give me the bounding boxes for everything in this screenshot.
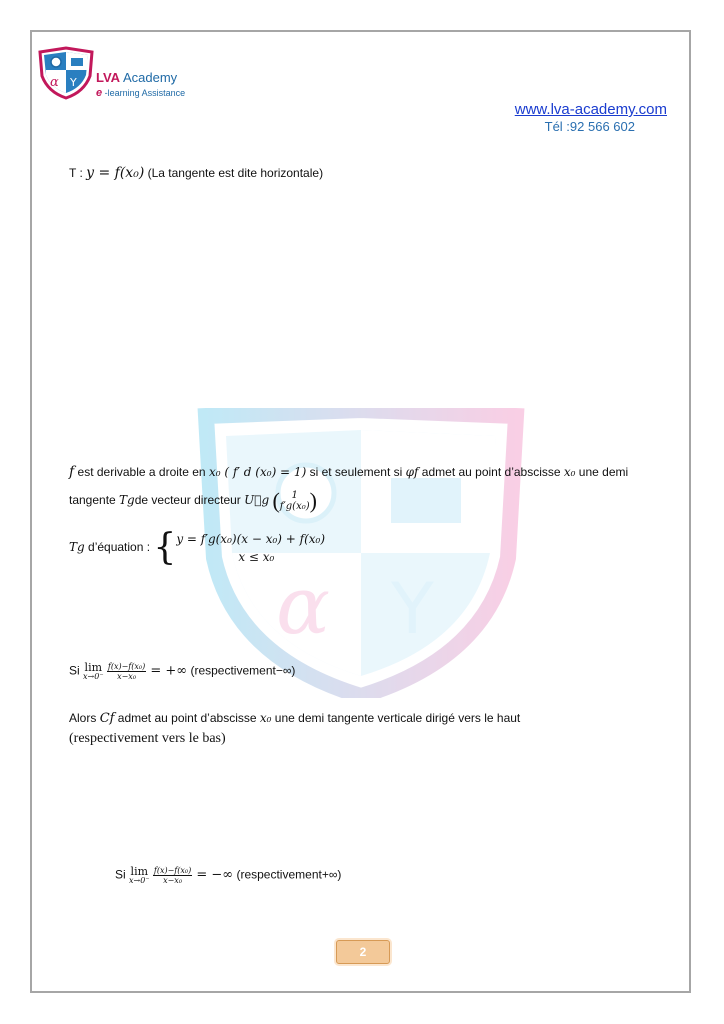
brand-subtitle (96, 87, 185, 99)
limit-2-rhs: = −∞ (192, 867, 234, 883)
f-symbol: f (69, 464, 75, 480)
limit-1-note: (respectivement−∞) (187, 663, 296, 678)
limit-2-fraction (153, 866, 192, 885)
limit-1-si: Si (69, 663, 84, 678)
derivable-text-1: est derivable a droite en (74, 465, 209, 479)
equation-line-1: y = f′g(x₀)(x − x₀) + f(x₀) (176, 532, 326, 546)
website-link[interactable]: www.lva-academy.com (514, 101, 667, 118)
Tg-symbol: Tg (119, 493, 135, 508)
equation-label: d’équation : (84, 540, 154, 555)
conclusion-text-1: Alors (69, 711, 100, 725)
Tg-symbol-eq: Tg (69, 540, 85, 555)
brand-name-bold: LVA (96, 70, 121, 85)
limit-1-line (69, 662, 295, 681)
svg-text:Y: Y (70, 76, 77, 89)
svg-text:α: α (50, 75, 59, 90)
equation-line: Tg d’équation : { y = f′g(x₀)(x − x₀) + f(x₀) x ≤ x₀ (69, 527, 326, 568)
tangent-note: (La tangente est dite horizontale) (144, 166, 324, 180)
Ug-vector-symbol: U⃗g (244, 493, 270, 508)
conclusion-text-3: une demi tangente verticale dirigé vers le haut (271, 711, 521, 725)
limit-2-note: (respectivement+∞) (233, 867, 342, 882)
limit-1-fraction (107, 662, 146, 681)
limit-2-denominator: x−x₀ (163, 876, 183, 885)
limit-2-operator (129, 866, 150, 885)
limit-1-numerator: f(x)−f(x₀) (107, 662, 146, 671)
derivable-right-line (69, 464, 628, 480)
brand-sub-e: e (96, 87, 103, 99)
derivable-text-3: admet au point d’abscisse (418, 465, 564, 479)
brand-block (96, 70, 185, 99)
limit-1-lim: lim (84, 661, 103, 674)
equation-line-2: x ≤ x₀ (238, 550, 275, 564)
phone-number: Tél :92 566 602 (544, 119, 635, 134)
academy-logo-icon (36, 46, 96, 100)
brand-name (96, 70, 185, 85)
limit-2-numerator: f(x)−f(x₀) (153, 866, 192, 875)
x0-symbol-b: x₀ (563, 465, 576, 479)
tangent-vector-text-1: tangente (69, 493, 120, 508)
limit-2-lim: lim (130, 865, 149, 878)
conclusion-line-2: (respectivement vers le bas) (69, 731, 226, 746)
x0-symbol-conclusion: x₀ (259, 711, 272, 725)
svg-text:Y: Y (391, 568, 434, 650)
derivable-text-4: une demi (575, 465, 629, 479)
derivative-condition: ( f′ d (x₀) = 1) (220, 465, 307, 479)
limit-1-rhs: = +∞ (146, 663, 188, 679)
brand-name-rest: Academy (120, 70, 178, 85)
tangent-equation: y = f(x₀) (86, 165, 145, 181)
tangent-horizontal-line (69, 165, 323, 181)
limit-1-denominator: x−x₀ (117, 672, 137, 681)
vector-bottom: f′g(x₀) (279, 501, 310, 512)
brand-sub-text: -learning Assistance (102, 88, 186, 98)
direction-vector (280, 490, 310, 512)
derivable-text-2: si et seulement si (306, 465, 406, 479)
limit-2-si: Si (115, 867, 130, 882)
limit-2-line (115, 866, 341, 885)
limit-1-operator (83, 662, 104, 681)
limit-2-sub: x→0⁻ (129, 876, 150, 885)
conclusion-line (69, 711, 520, 726)
tangent-prefix: T : (69, 166, 87, 180)
vector-top: 1 (291, 490, 298, 501)
Cf-symbol: Cf (99, 711, 115, 726)
x0-symbol: x₀ (208, 465, 221, 479)
equation-system (176, 530, 325, 566)
page-number-badge: 2 (336, 940, 390, 964)
phi-symbol: φf (405, 465, 419, 479)
limit-1-sub: x→0⁻ (83, 672, 104, 681)
conclusion-text-2: admet au point d’abscisse (114, 711, 260, 725)
tangent-vector-text-2: de vecteur directeur (134, 493, 245, 508)
tangent-vector-line: tangente Tgde vecteur directeur U⃗g ( 1 f′g(x₀) ) (69, 488, 317, 513)
svg-text:α: α (276, 559, 331, 652)
